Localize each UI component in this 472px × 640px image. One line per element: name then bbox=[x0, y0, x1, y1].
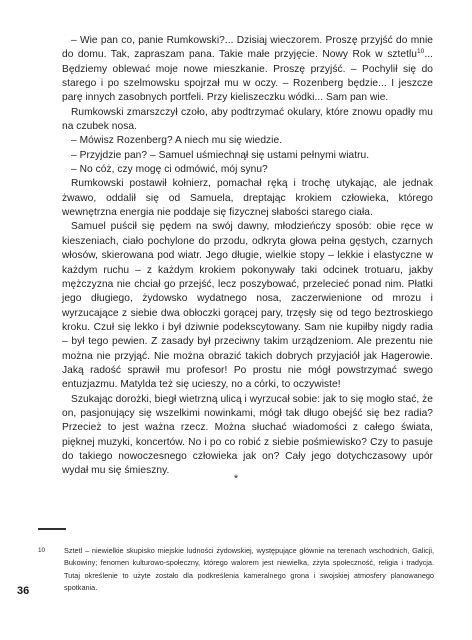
paragraph: – No cóż, czy mogę ci odmówić, mój synu? bbox=[71, 164, 268, 176]
paragraph bbox=[62, 34, 433, 106]
paragraph-text: ... Będziemy oblewać moje nowe mieszkanie. Proszę przyjść. – Pochylił się do starego i po szelmowsku spojrzał mu w oczy. – Rozenberg będzie... I jeszcze parę innych zasobnych portfeli. Przy kieliszeczku wódki... Sam pan wie. bbox=[62, 49, 433, 104]
paragraph: Rumkowski zmarszczył czoło, aby podtrzymać okulary, które znowu opadły mu na czubek nosa. bbox=[62, 106, 433, 133]
footnote-text: Sztetl – niewielkie skupisko miejskie ludności żydowskiej, występujące głównie na terenach wschodnich, Galicji, Bukowiny; fenomen kulturowo-społeczny, którego walorem jest niewielka, zżyta społeczność, religia i tradycja. Tutaj określenie to użyte zostało dla podkreślenia kameralnego grona i swojskiej atmosfery planowanego spotkania. bbox=[64, 546, 434, 592]
paragraph: – Mówisz Rozenberg? A niech mu się wiedzie. bbox=[71, 135, 283, 147]
footnote bbox=[38, 545, 434, 594]
paragraph-text: – Wie pan co, panie Rumkowski?... Dzisiaj wieczorem. Proszę przyjść do mnie do domu. Tak, zapraszam pana. Takie małe przyjęcie. Nowy Rok w sztetlu bbox=[62, 35, 433, 61]
footnote-rule bbox=[38, 528, 66, 530]
footnote-number: 10 bbox=[38, 547, 46, 554]
section-separator: * bbox=[233, 473, 239, 485]
paragraph: Szukając dorożki, biegł wietrzną ulicą i wyrzucał sobie: jak to się mogło stać, że on, pasjonujący się wszelkimi nowinkami, mógł tak długo obejść się bez radia? Przecież to jest ważna rzecz. Można słuchać wiadomości z całego świata, pięknej muzyki, koncertów. No i po co robić z siebie pośmiewisko? Czy to pasuje do takiego nowoczesnego człowieka jak on? Cały jego dotychczasowy upór wydał mu się śmieszny. bbox=[62, 393, 433, 477]
footnote-reference: 10 bbox=[417, 48, 425, 56]
main-text bbox=[62, 34, 433, 479]
page-number: 36 bbox=[17, 585, 30, 597]
paragraph: Samuel puścił się pędem na swój dawny, młodzieńczy sposób: obie ręce w kieszeniach, ciało pochylone do przodu, odkryta głowa pełna gęstych, czarnych włosów, skierowana pod wiatr. Jego długie, wielkie stopy – lekkie i elastyczne w każdym ruchu – z każdym krokiem pokonywały taki odcinek trotuaru, jakby mężczyzna nie chciał go przejść, lecz poszybować, przelecieć ponad nim. Płatki jego długiego, żydowsko wydatnego nosa, zaczerwienione od mrozu i wyrzucające z siebie dwa obłoczki gorącej pary, trzęsły się od tego beztroskiego kroku. Czuł się lekko i był dziwnie podekscytowany. Sam nie kupiłby nigdy radia – był tego pewien. Z zasady był przeciwny takim urządzeniom. Ale prezentu nie można nie przyjąć. Nie można obrazić takich dobrych przyjaciół jak Hagerowie. Jaką radość sprawił mu profesor! Po prostu nie mógł powstrzymać swego entuzjazmu. Matylda też się ucieszy, no a córki, to oczywiste! bbox=[62, 221, 433, 391]
paragraph: – Przyjdzie pan? – Samuel uśmiechnął się ustami pełnymi wiatru. bbox=[71, 149, 370, 161]
paragraph: Rumkowski postawił kołnierz, pomachał ręką i trochę utykając, ale jednak żwawo, oddalił się od Samuela, dreptając krokiem człowieka, którego wewnętrzna energia nie poddaje się fizycznej słabości starego ciała. bbox=[62, 178, 433, 219]
